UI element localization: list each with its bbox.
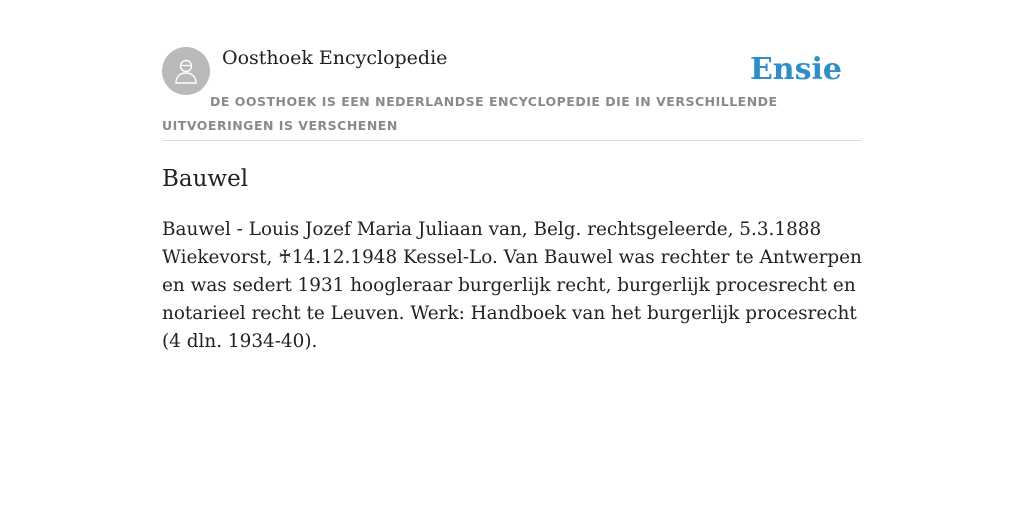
brand-logo[interactable]: Ensie (749, 52, 842, 87)
article-title: Bauwel (162, 166, 249, 192)
user-icon (172, 57, 200, 85)
header (162, 46, 862, 141)
avatar[interactable] (162, 47, 210, 95)
article-body: Bauwel - Louis Jozef Maria Juliaan van, Belg. rechtsgeleerde, 5.3.1888 Wiekevorst, ♰14.12.1948 Kessel-Lo. Van Bauwel was rechter te Antwerpen en was sedert 1931 hoogleraar burgerlijk recht, burgerlijk procesrecht en notarieel recht te Leuven. Werk: Handboek van het burgerlijk procesrecht (4 dln. 1934-40). (162, 219, 862, 352)
author-name[interactable]: Oosthoek Encyclopedie (222, 47, 448, 69)
author-tagline: DE OOSTHOEK IS EEN NEDERLANDSE ENCYCLOPEDIE DIE IN VERSCHILLENDE UITVOERINGEN IS VERSCHENEN (162, 94, 778, 133)
